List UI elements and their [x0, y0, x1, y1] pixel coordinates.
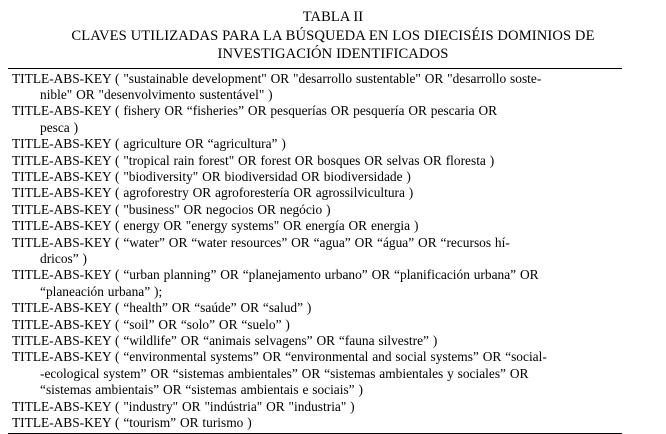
query-line: -ecological system” OR “sistemas ambientales” OR “sistemas ambientales y sociales” OR	[40, 366, 528, 381]
query-line-continuation	[26, 382, 622, 398]
query-line: “sistemas ambientais” OR “sistemas ambientais e sociais” )	[40, 382, 363, 397]
query-line-continuation	[26, 251, 622, 267]
table-row	[12, 317, 622, 333]
table-title-line-2: INVESTIGACIÓN IDENTIFICADOS	[0, 45, 666, 64]
table-row	[12, 218, 622, 234]
query-line: TITLE-ABS-KEY ( “wildlife” OR “animais selvagens” OR “fauna silvestre” )	[12, 333, 437, 348]
table-row	[12, 153, 622, 169]
query-line: TITLE-ABS-KEY ( “urban planning” OR “planejamento urbano” OR “planificación urbana” OR	[12, 267, 539, 282]
query-line-continuation	[26, 87, 622, 103]
query-line-continuation	[26, 284, 622, 300]
query-line: “planeación urbana” );	[40, 284, 162, 299]
table-row	[12, 136, 622, 152]
query-line-continuation	[26, 366, 622, 382]
query-line: TITLE-ABS-KEY ( “water” OR “water resources” OR “agua” OR “água” OR “recursos hí-	[12, 235, 510, 250]
query-line: TITLE-ABS-KEY ( “health” OR “saúde” OR “salud” )	[12, 300, 311, 315]
query-line: pesca )	[40, 120, 78, 135]
query-line-continuation	[26, 120, 622, 136]
query-line: TITLE-ABS-KEY ( “tourism” OR turismo )	[12, 415, 252, 430]
query-line: TITLE-ABS-KEY ( “environmental systems” OR “environmental and social systems” OR “social-	[12, 349, 547, 364]
table-row	[12, 235, 622, 268]
query-line: TITLE-ABS-KEY ( "industry" OR "indústria" OR "industria" )	[12, 399, 355, 414]
query-line: TITLE-ABS-KEY ( energy OR "energy systems" OR energía OR energia )	[12, 218, 418, 233]
query-line: TITLE-ABS-KEY ( "tropical rain forest" OR forest OR bosques OR selvas OR floresta )	[12, 153, 494, 168]
table-caption	[0, 0, 666, 64]
query-line: TITLE-ABS-KEY ( “soil” OR “solo” OR “suelo” )	[12, 317, 290, 332]
query-line: TITLE-ABS-KEY ( "sustainable development" OR "desarrollo sustentable" OR "desarrollo soste-	[12, 71, 541, 86]
query-line: dricos” )	[40, 251, 87, 266]
table-row	[12, 399, 622, 415]
query-table	[8, 68, 622, 434]
table-row	[12, 71, 622, 104]
table-label: TABLA II	[0, 8, 666, 27]
query-line: TITLE-ABS-KEY ( agroforestry OR agroforestería OR agrossilvicultura )	[12, 185, 413, 200]
table-row	[12, 333, 622, 349]
query-line: TITLE-ABS-KEY ( "business" OR negocios OR negócio )	[12, 202, 331, 217]
query-line: nible" OR "desenvolvimento sustentável" )	[40, 87, 273, 102]
query-row-list	[8, 71, 622, 432]
table-row	[12, 103, 622, 136]
table-row	[12, 267, 622, 300]
table-row	[12, 185, 622, 201]
table-row	[12, 202, 622, 218]
table-row	[12, 300, 622, 316]
table-row	[12, 349, 622, 398]
table-title-line-1: CLAVES UTILIZADAS PARA LA BÚSQUEDA EN LOS DIECISÉIS DOMINIOS DE	[0, 27, 666, 46]
query-line: TITLE-ABS-KEY ( "biodiversity" OR biodiversidad OR biodiversidade )	[12, 169, 411, 184]
table-row	[12, 169, 622, 185]
query-line: TITLE-ABS-KEY ( agriculture OR “agricultura” )	[12, 136, 286, 151]
query-line: TITLE-ABS-KEY ( fishery OR “fisheries” OR pesquerías OR pesquería OR pescaria OR	[12, 103, 497, 118]
